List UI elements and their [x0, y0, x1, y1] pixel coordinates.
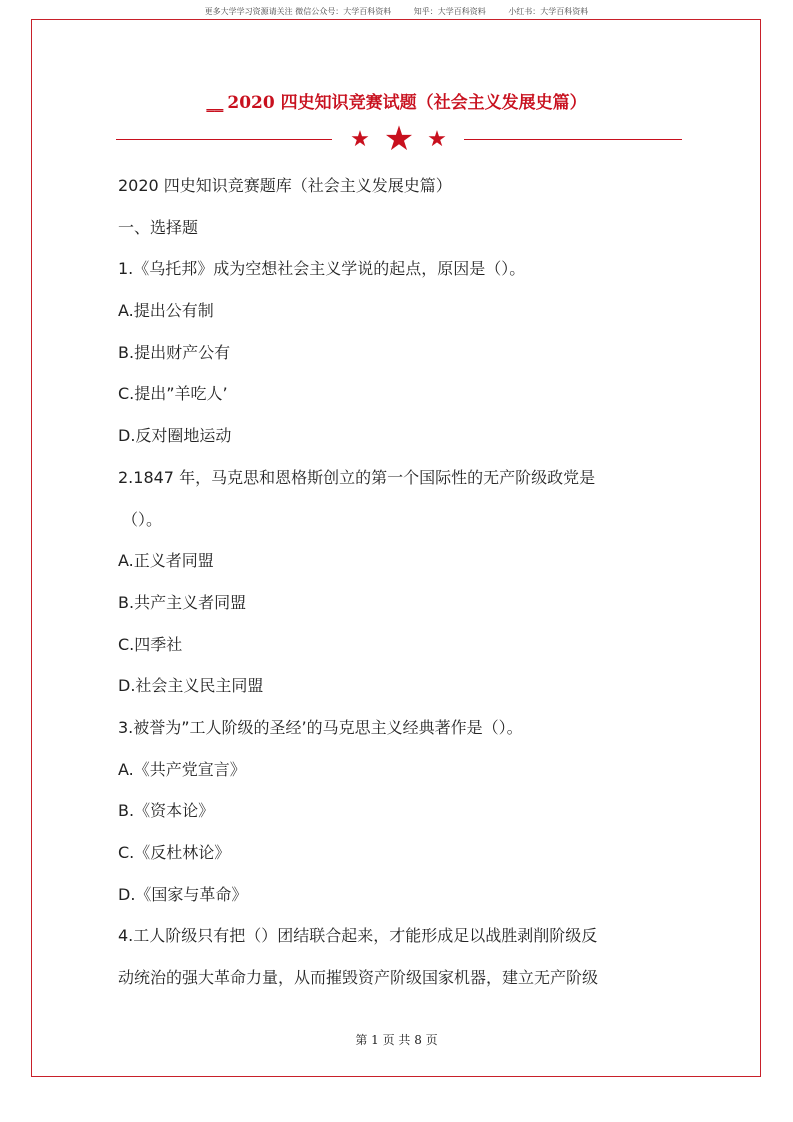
divider-line-left — [116, 139, 332, 140]
q1-option-c: C.提出”羊吃人’ — [118, 384, 228, 404]
q2-option-d: D.社会主义民主同盟 — [118, 676, 264, 696]
top-header-note — [0, 6, 793, 17]
q3-option-d: D.《国家与革命》 — [118, 884, 248, 904]
question-4-continued: 动统治的强大革命力量，从而摧毁资产阶级国家机器，建立无产阶级 — [118, 968, 599, 988]
title-underline-prefix: __ — [206, 93, 224, 113]
header-note-xiaohongshu: 小红书：大学百科资料 — [508, 7, 589, 16]
q3-option-a: A.《共产党宣言》 — [118, 759, 246, 779]
header-note-wechat: 更多大学学习资源请关注 微信公众号：大学百科资料 — [204, 7, 392, 16]
section-heading: 2020 四史知识竞赛题库（社会主义发展史篇） — [118, 176, 452, 195]
header-note-zhihu: 知乎：大学百科资料 — [413, 7, 486, 16]
divider-line-right — [464, 139, 682, 140]
star-small-right-icon: ★ — [427, 127, 447, 152]
q3-option-b: B.《资本论》 — [118, 801, 215, 821]
question-type-heading: 一、选择题 — [118, 217, 199, 237]
q2-option-b: B.共产主义者同盟 — [118, 592, 247, 612]
question-4: 4.工人阶级只有把（）团结联合起来，才能形成足以战胜剥削阶级反 — [118, 926, 598, 946]
question-1: 1.《乌托邦》成为空想社会主义学说的起点，原因是（）。 — [118, 259, 526, 279]
star-small-left-icon: ★ — [350, 127, 370, 152]
q2-option-c: C.四季社 — [118, 634, 183, 654]
q1-option-a: A.提出公有制 — [118, 301, 214, 321]
q1-option-b: B.提出财产公有 — [118, 342, 231, 362]
q2-option-a: A.正义者同盟 — [118, 551, 214, 571]
question-2: 2.1847 年，马克思和恩格斯创立的第一个国际性的无产阶级政党是 — [118, 467, 596, 487]
document-body — [118, 168, 678, 1002]
question-3: 3.被誉为”工人阶级的圣经’的马克思主义经典著作是（）。 — [118, 717, 523, 737]
question-2-continued: （）。 — [122, 509, 163, 529]
page-title — [0, 88, 793, 113]
q3-option-c: C.《反杜林论》 — [118, 843, 231, 862]
star-large-center-icon: ★ — [383, 119, 415, 159]
page-footer: 第 1 页 共 8 页 — [355, 1033, 438, 1047]
q1-option-d: D.反对圈地运动 — [118, 426, 232, 446]
title-text: 2020 四史知识竞赛试题（社会主义发展史篇） — [227, 93, 587, 113]
